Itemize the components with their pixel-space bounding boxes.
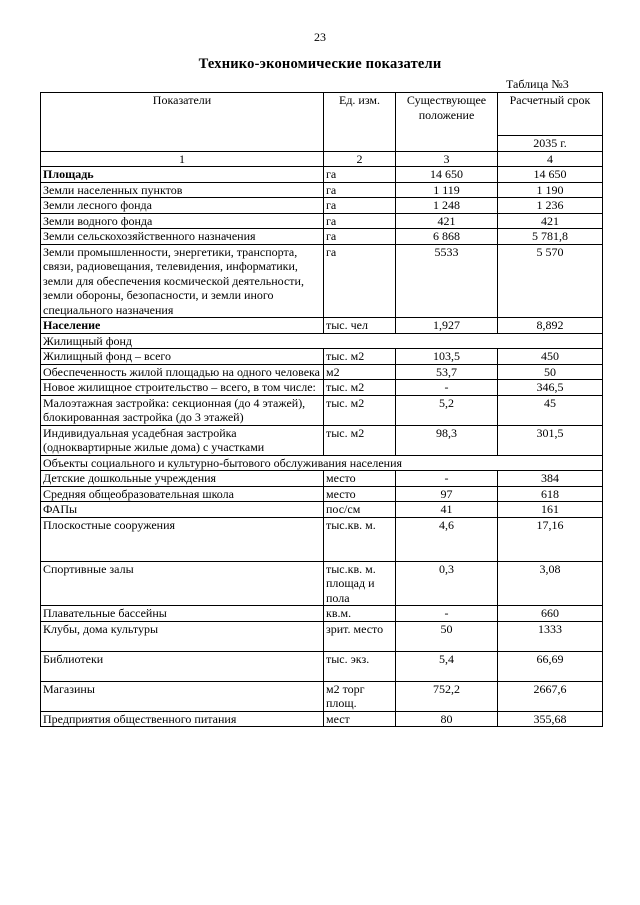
section-title: Объекты социального и культурно-бытового обслуживания населения [41, 455, 603, 471]
cell-indicator: Новое жилищное строительство – всего, в том числе: [41, 380, 324, 396]
cell-planned: 45 [498, 395, 603, 425]
table-row [41, 198, 603, 214]
column-numbers-row [41, 151, 603, 167]
table-row [41, 395, 603, 425]
cell-indicator: Обеспеченность жилой площадью на одного человека [41, 364, 324, 380]
cell-indicator: Малоэтажная застройка: секционная (до 4 этажей), блокированная застройка (до 3 этажей) [41, 395, 324, 425]
cell-planned: 421 [498, 213, 603, 229]
table-header-row [41, 93, 603, 136]
cell-existing: - [396, 380, 498, 396]
table-row [41, 318, 603, 334]
cell-planned: 618 [498, 486, 603, 502]
cell-existing: - [396, 471, 498, 487]
column-number: 3 [396, 151, 498, 167]
cell-existing: 5,2 [396, 395, 498, 425]
cell-indicator: Спортивные залы [41, 561, 324, 606]
cell-indicator: Магазины [41, 681, 324, 711]
cell-unit: га [324, 229, 396, 245]
cell-planned: 346,5 [498, 380, 603, 396]
table-body [41, 167, 603, 727]
cell-planned: 17,16 [498, 517, 603, 561]
cell-indicator: Земли населенных пунктов [41, 182, 324, 198]
cell-indicator: Земли водного фонда [41, 213, 324, 229]
table-row [41, 380, 603, 396]
column-number: 2 [324, 151, 396, 167]
cell-planned: 450 [498, 349, 603, 365]
cell-planned: 660 [498, 606, 603, 622]
cell-unit: тыс. м2 [324, 425, 396, 455]
cell-planned: 5 781,8 [498, 229, 603, 245]
cell-existing: 98,3 [396, 425, 498, 455]
cell-existing: 752,2 [396, 681, 498, 711]
cell-planned: 50 [498, 364, 603, 380]
cell-unit: тыс.кв. м. площад и пола [324, 561, 396, 606]
cell-indicator: Плавательные бассейны [41, 606, 324, 622]
cell-indicator: Индивидуальная усадебная застройка (одноквартирные жилые дома) с участками [41, 425, 324, 455]
cell-existing: 6 868 [396, 229, 498, 245]
table-row [41, 349, 603, 365]
table-row [41, 606, 603, 622]
section-title: Жилищный фонд [41, 333, 603, 349]
cell-planned: 1 236 [498, 198, 603, 214]
table-label: Таблица №3 [506, 77, 569, 91]
cell-indicator: Средняя общеобразовательная школа [41, 486, 324, 502]
table-row [41, 244, 603, 318]
cell-existing: 80 [396, 711, 498, 727]
table-row [41, 561, 603, 606]
table-row [41, 229, 603, 245]
cell-planned: 3,08 [498, 561, 603, 606]
cell-planned: 384 [498, 471, 603, 487]
table-row [41, 364, 603, 380]
cell-indicator: Клубы, дома культуры [41, 621, 324, 651]
cell-planned: 1 190 [498, 182, 603, 198]
document-title: Технико-экономические показатели [198, 56, 442, 72]
indicators-table [40, 92, 603, 727]
cell-indicator: Земли лесного фонда [41, 198, 324, 214]
page-number: 23 [314, 30, 326, 44]
table-row [41, 486, 603, 502]
cell-existing: 41 [396, 502, 498, 518]
cell-planned: 2667,6 [498, 681, 603, 711]
cell-indicator: Жилищный фонд – всего [41, 349, 324, 365]
table-row [41, 167, 603, 183]
table-row [41, 471, 603, 487]
cell-existing: 4,6 [396, 517, 498, 561]
cell-unit: м2 торг площ. [324, 681, 396, 711]
cell-unit: тыс. м2 [324, 349, 396, 365]
cell-planned: 8,892 [498, 318, 603, 334]
table-row [41, 213, 603, 229]
table-row [41, 711, 603, 727]
cell-existing: 5533 [396, 244, 498, 318]
table-row [41, 182, 603, 198]
cell-unit: га [324, 182, 396, 198]
header-indicator: Показатели [41, 93, 324, 152]
table-row [41, 621, 603, 651]
cell-unit: тыс. м2 [324, 380, 396, 396]
cell-unit: зрит. место [324, 621, 396, 651]
cell-existing: 14 650 [396, 167, 498, 183]
column-number: 4 [498, 151, 603, 167]
cell-unit: место [324, 486, 396, 502]
cell-existing: - [396, 606, 498, 622]
cell-existing: 1 248 [396, 198, 498, 214]
cell-existing: 1,927 [396, 318, 498, 334]
cell-indicator: Площадь [41, 167, 324, 183]
cell-unit: тыс. экз. [324, 651, 396, 681]
cell-unit: тыс. чел [324, 318, 396, 334]
cell-existing: 0,3 [396, 561, 498, 606]
cell-planned: 5 570 [498, 244, 603, 318]
cell-unit: тыс.кв. м. [324, 517, 396, 561]
cell-unit: тыс. м2 [324, 395, 396, 425]
header-planned-year: 2035 г. [498, 136, 603, 152]
table-row [41, 517, 603, 561]
cell-indicator: Население [41, 318, 324, 334]
cell-existing: 103,5 [396, 349, 498, 365]
table-row [41, 681, 603, 711]
cell-planned: 301,5 [498, 425, 603, 455]
cell-indicator: Плоскостные сооружения [41, 517, 324, 561]
cell-existing: 1 119 [396, 182, 498, 198]
cell-unit: кв.м. [324, 606, 396, 622]
cell-unit: место [324, 471, 396, 487]
cell-planned: 1333 [498, 621, 603, 651]
cell-indicator: ФАПы [41, 502, 324, 518]
header-unit: Ед. изм. [324, 93, 396, 152]
cell-indicator: Земли промышленности, энергетики, транспорта, связи, радиовещания, телевидения, информатики, земли для обеспечения космической деятельности, земли обороны, безопасности, и земли иного специального назначения [41, 244, 324, 318]
cell-existing: 5,4 [396, 651, 498, 681]
section-row [41, 455, 603, 471]
section-row [41, 333, 603, 349]
cell-existing: 421 [396, 213, 498, 229]
cell-indicator: Детские дошкольные учреждения [41, 471, 324, 487]
cell-unit: га [324, 167, 396, 183]
cell-planned: 14 650 [498, 167, 603, 183]
cell-unit: га [324, 198, 396, 214]
cell-unit: га [324, 244, 396, 318]
table-row [41, 425, 603, 455]
table-row [41, 502, 603, 518]
cell-indicator: Предприятия общественного питания [41, 711, 324, 727]
cell-indicator: Земли сельскохозяйственного назначения [41, 229, 324, 245]
cell-existing: 50 [396, 621, 498, 651]
cell-unit: га [324, 213, 396, 229]
cell-planned: 66,69 [498, 651, 603, 681]
cell-unit: мест [324, 711, 396, 727]
cell-existing: 53,7 [396, 364, 498, 380]
cell-indicator: Библиотеки [41, 651, 324, 681]
cell-planned: 161 [498, 502, 603, 518]
header-existing: Существующее положение [396, 93, 498, 152]
cell-existing: 97 [396, 486, 498, 502]
cell-unit: м2 [324, 364, 396, 380]
table-row [41, 651, 603, 681]
header-planned: Расчетный срок [498, 93, 603, 136]
column-number: 1 [41, 151, 324, 167]
cell-planned: 355,68 [498, 711, 603, 727]
cell-unit: пос/см [324, 502, 396, 518]
